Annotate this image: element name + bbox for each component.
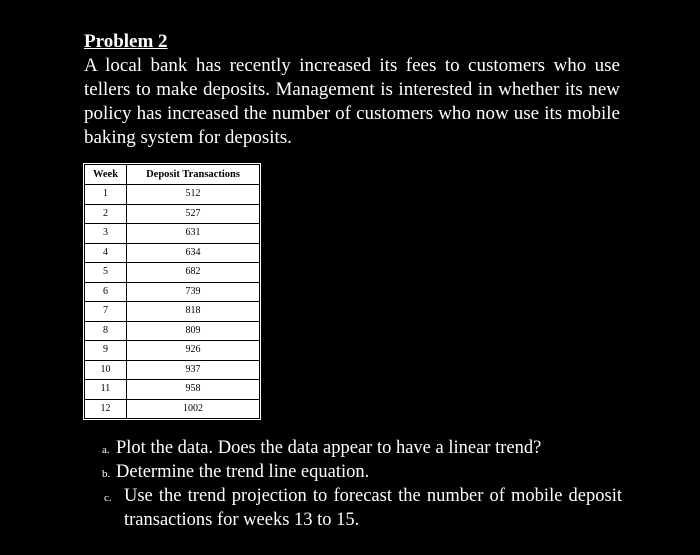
question-c	[102, 484, 622, 532]
question-list	[102, 436, 622, 532]
table-row	[85, 263, 260, 283]
header-deposit-transactions: Deposit Transactions	[127, 165, 260, 185]
deposit-cell: 634	[127, 243, 260, 263]
question-label: a.	[102, 444, 110, 456]
deposit-cell: 818	[127, 302, 260, 322]
week-cell: 3	[85, 224, 127, 244]
deposit-table	[84, 164, 260, 419]
week-cell: 5	[85, 263, 127, 283]
table-row	[85, 380, 260, 400]
table-row	[85, 185, 260, 205]
table-row	[85, 321, 260, 341]
deposit-cell: 512	[127, 185, 260, 205]
deposit-cell: 1002	[127, 399, 260, 419]
deposit-cell: 527	[127, 204, 260, 224]
deposit-cell: 739	[127, 282, 260, 302]
table-row	[85, 243, 260, 263]
week-cell: 12	[85, 399, 127, 419]
table-row	[85, 399, 260, 419]
question-text: Plot the data. Does the data appear to have a linear trend?	[116, 438, 542, 458]
week-cell: 11	[85, 380, 127, 400]
question-label: c.	[104, 492, 112, 504]
deposit-cell: 958	[127, 380, 260, 400]
problem-paragraph: A local bank has recently increased its fees to customers who use tellers to make deposits. Management is interested in whether its new policy has increased the number of customers who now use its mobile baking system for deposits.	[84, 55, 620, 148]
week-cell: 9	[85, 341, 127, 361]
table-row	[85, 360, 260, 380]
deposit-cell: 937	[127, 360, 260, 380]
problem-title: Problem 2	[84, 31, 168, 52]
table-row	[85, 302, 260, 322]
header-week: Week	[85, 165, 127, 185]
week-cell: 6	[85, 282, 127, 302]
deposit-cell: 809	[127, 321, 260, 341]
question-a	[102, 436, 622, 460]
question-text: Determine the trend line equation.	[116, 462, 370, 482]
table-row	[85, 224, 260, 244]
problem-block	[84, 30, 624, 150]
week-cell: 10	[85, 360, 127, 380]
week-cell: 8	[85, 321, 127, 341]
deposit-cell: 926	[127, 341, 260, 361]
table-header-row	[85, 165, 260, 185]
question-label: b.	[102, 468, 111, 480]
table-row	[85, 204, 260, 224]
deposit-cell: 631	[127, 224, 260, 244]
data-table-container	[84, 164, 260, 419]
week-cell: 4	[85, 243, 127, 263]
week-cell: 7	[85, 302, 127, 322]
deposit-cell: 682	[127, 263, 260, 283]
table-row	[85, 341, 260, 361]
week-cell: 2	[85, 204, 127, 224]
question-b	[102, 460, 622, 484]
week-cell: 1	[85, 185, 127, 205]
table-row	[85, 282, 260, 302]
question-text: Use the trend projection to forecast the number of mobile deposit transactions for weeks 13 to 15.	[124, 486, 622, 530]
